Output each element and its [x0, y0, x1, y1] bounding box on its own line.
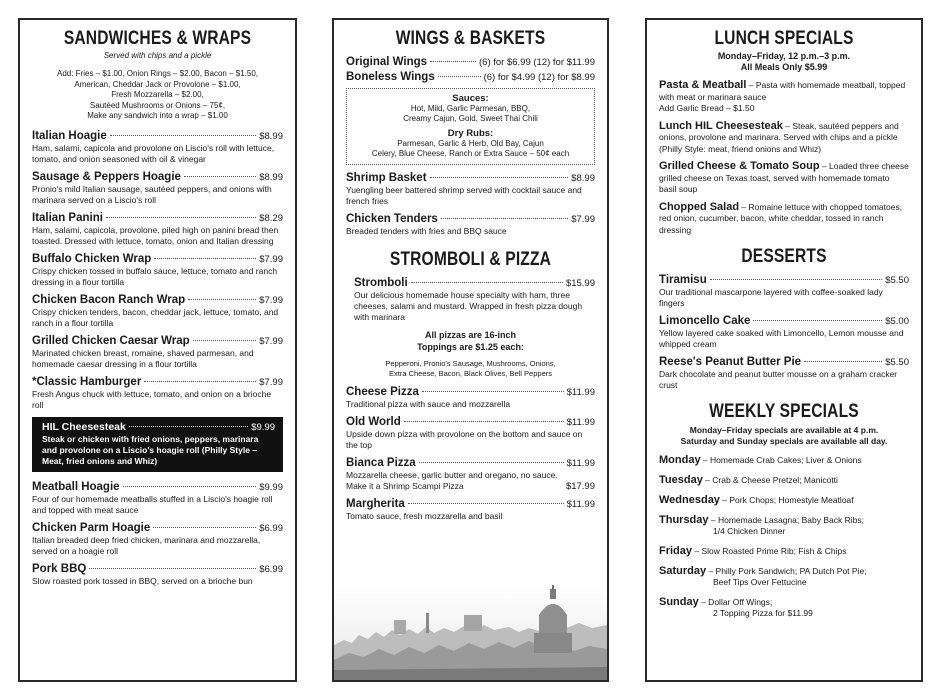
- menu-item: [346, 172, 595, 207]
- day-name: Sunday: [659, 596, 699, 608]
- dot-leader: [188, 299, 256, 300]
- day-name: Saturday: [659, 565, 707, 577]
- sauces-box: [346, 88, 595, 165]
- addon-line: Add: Fries – $1.00, Onion Rings – $2.00, Bacon – $1.50,: [56, 69, 259, 78]
- featured-item-price: $9.99: [251, 421, 275, 433]
- menu-item: [32, 335, 283, 370]
- menu-item: [32, 376, 283, 411]
- item-name: Pasta & Meatball: [659, 79, 747, 91]
- dot-leader: [411, 282, 563, 283]
- lunch-item: [659, 80, 909, 115]
- item-name: Sausage & Peppers Hoagie: [32, 170, 181, 183]
- day-special: [659, 475, 909, 486]
- item-price: $11.99: [566, 387, 595, 398]
- item-name: Old World: [346, 416, 401, 428]
- item-price: $7.99: [259, 253, 283, 265]
- item-description: Tomato sauce, fresh mozzarella and basil: [346, 511, 503, 521]
- item-name: Pork BBQ: [32, 562, 87, 575]
- item-price: $7.99: [259, 335, 283, 347]
- menu-item: [32, 563, 283, 587]
- dot-leader: [404, 421, 564, 422]
- item-description: Traditional pizza with sauce and mozzarella: [346, 399, 511, 409]
- dot-leader: [753, 320, 882, 321]
- dot-leader: [110, 135, 256, 136]
- item-name: Grilled Cheese & Tomato Soup: [659, 160, 820, 172]
- item-description: Ham, salami, capicola and provolone on Liscio's roll with lettuce, tomato, and onion seasoned with oil & vinegar: [32, 142, 275, 164]
- pizza-note: [346, 329, 595, 353]
- item-description: Italian breaded deep fried chicken, marinara and mozzarella, served on a hoagie roll: [32, 534, 261, 556]
- day-special: [659, 515, 909, 537]
- lunch-item: [659, 121, 909, 156]
- item-price: $6.99: [259, 563, 283, 575]
- item-description: Crispy chicken tenders, bacon, cheddar jack, lettuce, tomato, and ranch in a flour tortilla: [32, 306, 279, 328]
- dessert-item: [659, 315, 909, 350]
- item-price: $7.99: [571, 214, 595, 225]
- lunch-hours: [659, 51, 909, 73]
- menu-item: [346, 498, 595, 522]
- menu-item: [32, 522, 283, 557]
- day-text-cont: Beef Tips Over Fettucine: [713, 577, 807, 587]
- sandwiches-panel: [18, 18, 297, 682]
- addon-line: American, Cheddar Jack or Provolone – $1.00,: [74, 79, 241, 89]
- item-description: Marinated chicken breast, romaine, shaved parmesan, and homemade caesar dressing in a flour tortilla: [32, 347, 254, 369]
- item-name: Bianca Pizza: [346, 457, 416, 469]
- item-price: $8.99: [571, 173, 595, 184]
- dot-leader: [419, 462, 564, 463]
- item-name: Boneless Wings: [346, 71, 435, 83]
- item-name: Cheese Pizza: [346, 386, 419, 398]
- dot-leader: [408, 503, 564, 504]
- item-price: $9.99: [259, 481, 283, 493]
- menu-item: [32, 253, 283, 288]
- item-name: Tiramisu: [659, 274, 707, 286]
- item-name: Reese's Peanut Butter Pie: [659, 356, 802, 368]
- toppings-line: Extra Cheese, Bacon, Black Olives, Bell Peppers: [389, 368, 552, 378]
- item-description: Crispy chicken tossed in buffalo sauce, lettuce, tomato and ranch dressing in a flour tortilla: [32, 265, 278, 287]
- lunch-item: [659, 161, 909, 196]
- day-name: Thursday: [659, 514, 709, 526]
- day-text: – Homemade Lasagna; Baby Back Ribs;: [708, 515, 864, 525]
- item-description: – Pasta with homemade meatball, topped with meat or marinara sauce: [659, 80, 906, 102]
- menu-item: [354, 277, 595, 323]
- addons-list: [32, 69, 283, 122]
- item-name: Meatball Hoagie: [32, 480, 120, 493]
- item-description: Our delicious homemade house specialty with ham, three cheeses, salami and mustard. Wrapped in fresh pizza dough with marinara: [354, 290, 583, 322]
- dot-leader: [154, 258, 256, 259]
- day-special: [659, 566, 909, 588]
- item-description: Ham, salami, capicola, provolone, piled high on panini bread then toasted. Dressed with lettuce, tomato, onion and Italian dressing: [32, 224, 279, 246]
- wings-pizza-panel: [332, 18, 609, 682]
- day-text: – Crab & Cheese Pretzel; Manicotti: [702, 475, 838, 485]
- menu-item: [346, 213, 595, 237]
- dessert-item: [659, 274, 909, 309]
- item-description: – Steak, sautéed peppers and onions, provolone and marinara. Served with chips and a pickle (Philly Style: meat, friend onions and Whiz): [659, 120, 899, 154]
- dot-leader: [804, 361, 882, 362]
- dot-leader: [193, 340, 257, 341]
- item-description: Yellow layered cake soaked with Limoncello, Lemon mousse and whipped cream: [659, 328, 904, 349]
- sauces-line: Creamy Cajun, Gold, Sweet Thai Chili: [403, 114, 538, 123]
- section-subtitle: Served with chips and a pickle: [103, 51, 212, 60]
- menu-item: [346, 386, 595, 410]
- featured-item-box: [32, 417, 283, 472]
- dot-leader: [438, 76, 481, 77]
- lunch-item: [659, 202, 909, 237]
- menu-item: [32, 212, 283, 247]
- item-description: – Romaine lettuce with chopped tomatoes, red onion, cucumber, bacon, white cheddar, tossed in ranch dressing: [659, 201, 903, 235]
- menu-item: [32, 294, 283, 329]
- section-title-lunch: LUNCH SPECIALS: [714, 28, 854, 49]
- item-price: $8.29: [259, 212, 283, 224]
- menu-item: [346, 416, 595, 451]
- dot-leader: [89, 568, 256, 569]
- dot-leader: [184, 176, 256, 177]
- item-description: Breaded tenders with fries and BBQ sauce: [346, 226, 507, 236]
- item-name: Chicken Bacon Ranch Wrap: [32, 293, 186, 306]
- day-name: Tuesday: [659, 474, 703, 486]
- item-price: $11.99: [566, 499, 595, 510]
- item-price: $8.99: [259, 171, 283, 183]
- dessert-item: [659, 356, 909, 391]
- item-name: *Classic Hamburger: [32, 375, 142, 388]
- menu-item: [32, 130, 283, 165]
- section-title-stromboli-pizza: STROMBOLI & PIZZA: [389, 249, 552, 270]
- dot-leader: [144, 381, 256, 382]
- item-name: Italian Hoagie: [32, 129, 107, 142]
- day-text: – Dollar Off Wings;: [698, 597, 773, 607]
- section-title-desserts: DESSERTS: [741, 246, 827, 267]
- item-price: $5.50: [885, 275, 909, 286]
- rubs-line: Celery, Blue Cheese, Ranch or Extra Sauce – 50¢ each: [371, 149, 570, 158]
- rubs-heading: Dry Rubs:: [447, 128, 494, 139]
- item-price: $6.99: [259, 522, 283, 534]
- specials-panel: [645, 18, 923, 682]
- item-name: Limoncello Cake: [659, 315, 751, 327]
- item-description: Slow roasted pork tossed in BBQ, served on a brioche bun: [32, 575, 253, 586]
- day-text: – Homemade Crab Cakes; Liver & Onions: [700, 455, 862, 465]
- section-title-wings: WINGS & BASKETS: [395, 28, 546, 49]
- dot-leader: [422, 391, 564, 392]
- menu-item: [346, 71, 595, 83]
- menu-item: [346, 56, 595, 68]
- addon-line: Fresh Mozzarella – $2.00,: [111, 90, 204, 99]
- pizza-note-line: All pizzas are 16-inch: [424, 330, 517, 340]
- dot-leader: [710, 279, 882, 280]
- weekly-note-line: Saturday and Sunday specials are available all day.: [680, 436, 888, 446]
- item-name: Margherita: [346, 498, 405, 510]
- day-text-cont: 1/4 Chicken Dinner: [713, 526, 786, 536]
- item-price: (6) for $6.99 (12) for $11.99: [479, 57, 595, 68]
- menu-item: [346, 457, 595, 492]
- item-description: Mozzarella cheese, garlic butter and oregano, no sauce. Make it a Shrimp Scampi Pizza: [346, 470, 558, 491]
- toppings-list: [346, 359, 595, 378]
- day-special: [659, 597, 909, 619]
- pizza-note-line: Toppings are $1.25 each:: [417, 342, 524, 352]
- day-special: [659, 495, 909, 506]
- item-description: – Loaded three cheese grilled cheese on Texas toast, served with homemade tomato basil soup: [659, 161, 909, 194]
- item-price: $7.99: [259, 376, 283, 388]
- item-name: Grilled Chicken Caesar Wrap: [32, 334, 190, 347]
- city-skyline-image: [334, 585, 607, 680]
- day-special: [659, 546, 909, 557]
- sauces-line: Hot, Mild, Garlic Parmesan, BBQ,: [410, 104, 531, 113]
- item-price: $5.00: [885, 316, 909, 327]
- item-price: $5.50: [885, 357, 909, 368]
- item-name: Buffalo Chicken Wrap: [32, 252, 152, 265]
- lunch-hours-line: Monday–Friday, 12 p.m.–3 p.m.: [717, 51, 851, 61]
- dot-leader: [106, 217, 256, 218]
- item-name: Stromboli: [354, 277, 408, 289]
- item-name: Original Wings: [346, 56, 428, 68]
- day-text: – Philly Pork Sandwich; PA Dutch Pot Pie;: [706, 566, 867, 576]
- item-description: Pronio's mild Italian sausage, sautéed peppers, and onions with marinara served on a Liscio's roll: [32, 183, 272, 205]
- dot-leader: [153, 527, 256, 528]
- item-description: Dark chocolate and peanut butter mousse on a graham cracker crust: [659, 369, 898, 390]
- item-extra: Add Garlic Bread – $1.50: [659, 103, 755, 113]
- item-name: Chopped Salad: [659, 200, 740, 213]
- day-text: – Pork Chops; Homestyle Meatloaf: [719, 495, 854, 505]
- day-name: Monday: [659, 454, 701, 466]
- day-text-cont: 2 Topping Pizza for $11.99: [713, 608, 813, 618]
- dot-leader: [430, 177, 569, 178]
- featured-item-description: Steak or chicken with fried onions, peppers, marinara and provolone on a Liscio's hoagie roll (Philly Style – Meat, fried onions and Whiz): [42, 433, 259, 466]
- item-description: Fresh Angus chuck with lettuce, tomato, and onion on a brioche roll: [32, 388, 272, 410]
- section-title-weekly: WEEKLY SPECIALS: [709, 401, 859, 422]
- dot-leader: [430, 61, 476, 62]
- item-name: Chicken Parm Hoagie: [32, 521, 151, 534]
- dot-leader: [129, 426, 248, 427]
- item-description: Four of our homemade meatballs stuffed in a Liscio's hoagie roll and topped with meat sauce: [32, 493, 273, 515]
- addon-line: Make any sandwich into a wrap – $1.00: [87, 111, 228, 120]
- day-special: [659, 455, 909, 466]
- weekly-note-line: Monday–Friday specials are available at 4 p.m.: [689, 425, 879, 435]
- featured-item-name: HIL Cheesesteak: [42, 420, 126, 433]
- item-name: Italian Panini: [32, 211, 103, 224]
- item-price: $15.99: [565, 278, 595, 289]
- item-price: $7.99: [259, 294, 283, 306]
- dot-leader: [123, 486, 257, 487]
- day-text: – Slow Roasted Prime Rib; Fish & Chips: [692, 546, 847, 556]
- item-price: (6) for $4.99 (12) for $8.99: [483, 72, 595, 83]
- toppings-line: Pepperoni, Pronio's Sausage, Mushrooms, Onions,: [385, 359, 556, 368]
- rubs-line: Parmesan, Garlic & Herb, Old Bay, Cajun: [397, 139, 544, 148]
- item-description: Our traditional mascarpone layered with coffee-soaked lady fingers: [659, 287, 883, 308]
- item-name: Shrimp Basket: [346, 172, 427, 184]
- item-price: $11.99: [566, 417, 595, 428]
- lunch-price-line: All Meals Only $5.99: [740, 62, 828, 72]
- item-price-alt: $17.99: [565, 481, 595, 492]
- dot-leader: [441, 218, 568, 219]
- item-price: $11.99: [566, 458, 595, 469]
- item-description-row: [346, 470, 595, 492]
- addon-line: Sautéed Mushrooms or Onions – 75¢,: [89, 100, 226, 110]
- item-name: Lunch HIL Cheesesteak: [659, 119, 783, 132]
- item-description: Upside down pizza with provolone on the bottom and sauce on the top: [346, 429, 583, 450]
- sauces-heading: Sauces:: [452, 93, 489, 104]
- day-name: Wednesday: [659, 494, 720, 506]
- item-price: $8.99: [259, 130, 283, 142]
- weekly-note: [659, 425, 909, 447]
- menu-item: [32, 171, 283, 206]
- item-name: Chicken Tenders: [346, 213, 438, 225]
- item-description: Yuengling beer battered shrimp served with cocktail sauce and french fries: [346, 185, 582, 206]
- section-title-sandwiches: SANDWICHES & WRAPS: [63, 28, 252, 49]
- menu-item: [32, 481, 283, 516]
- day-name: Friday: [659, 545, 693, 557]
